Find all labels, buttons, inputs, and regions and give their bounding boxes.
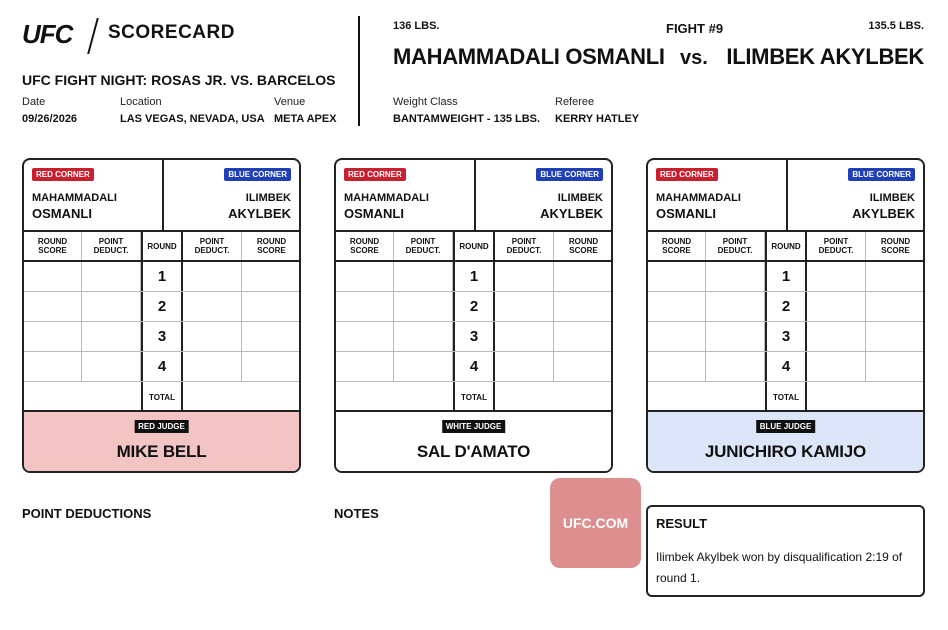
blue-total-cell[interactable] [495, 382, 613, 412]
red-round-score-cell[interactable] [648, 322, 706, 351]
blue-point-deduct-cell[interactable] [807, 292, 866, 321]
vs-label: vs. [680, 47, 708, 69]
red-corner-badge: RED CORNER [32, 168, 94, 181]
result-box [646, 505, 925, 597]
round-row [648, 262, 923, 292]
card-header [648, 160, 923, 232]
blue-fighter-first-name: ILIMBEK [245, 192, 291, 204]
blue-point-deduct-cell[interactable] [183, 292, 242, 321]
blue-round-score-cell[interactable] [866, 262, 925, 291]
red-point-deduct-cell[interactable] [394, 352, 453, 381]
location-label: Location [120, 96, 162, 108]
red-fighter-last-name: OSMANLI [32, 206, 92, 221]
blue-total-cell[interactable] [183, 382, 301, 412]
ufc-logo-text: UFC [22, 19, 73, 49]
blue-fighter-last-name: AKYLBEK [228, 206, 291, 221]
red-fighter-last-name: OSMANLI [344, 206, 404, 221]
round-row [648, 352, 923, 382]
round-number: 4 [765, 352, 807, 381]
blue-round-score-cell[interactable] [242, 322, 301, 351]
red-point-deduct-cell[interactable] [706, 292, 765, 321]
blue-round-score-cell[interactable] [242, 292, 301, 321]
round-row [336, 322, 611, 352]
round-number: 4 [141, 352, 183, 381]
total-label: TOTAL [765, 382, 807, 412]
fight-number: FIGHT #9 [666, 21, 724, 36]
round-number: 2 [765, 292, 807, 321]
card-header [336, 160, 611, 232]
blue-fighter-first-name: ILIMBEK [557, 192, 603, 204]
blue-round-score-cell[interactable] [554, 292, 613, 321]
blue-round-score-cell[interactable] [866, 292, 925, 321]
red-fighter-first-name: MAHAMMADALI [656, 192, 741, 204]
round-number: 1 [141, 262, 183, 291]
blue-round-score-cell[interactable] [554, 352, 613, 381]
round-number: 2 [453, 292, 495, 321]
location-value: LAS VEGAS, NEVADA, USA [120, 113, 265, 125]
result-text: Ilimbek Akylbek won by disqualification 2:19 of round 1. [656, 550, 903, 585]
red-round-score-header: ROUND SCORE [336, 232, 394, 260]
red-point-deduct-header: POINT DEDUCT. [82, 232, 141, 260]
score-grid-header [648, 232, 923, 262]
red-round-score-cell[interactable] [24, 262, 82, 291]
total-row [24, 382, 299, 412]
blue-point-deduct-cell[interactable] [495, 352, 554, 381]
red-round-score-cell[interactable] [336, 262, 394, 291]
blue-point-deduct-cell[interactable] [495, 292, 554, 321]
red-total-cell[interactable] [24, 382, 141, 412]
round-number: 3 [453, 322, 495, 351]
red-point-deduct-cell[interactable] [82, 352, 141, 381]
red-round-score-cell[interactable] [648, 352, 706, 381]
red-fighter-first-name: MAHAMMADALI [344, 192, 429, 204]
round-row [648, 322, 923, 352]
judge-badge: BLUE JUDGE [756, 420, 816, 433]
blue-round-score-cell[interactable] [242, 262, 301, 291]
red-round-score-cell[interactable] [24, 292, 82, 321]
scorecard-blue-judge [646, 158, 925, 473]
weight-class-value: BANTAMWEIGHT - 135 LBS. [393, 113, 541, 125]
round-row [24, 352, 299, 382]
red-round-score-cell[interactable] [24, 352, 82, 381]
round-number: 2 [141, 292, 183, 321]
red-point-deduct-cell[interactable] [394, 322, 453, 351]
judge-name: MIKE BELL [116, 442, 207, 461]
blue-point-deduct-cell[interactable] [807, 262, 866, 291]
red-total-cell[interactable] [336, 382, 453, 412]
blue-point-deduct-cell[interactable] [183, 262, 242, 291]
red-round-score-cell[interactable] [648, 292, 706, 321]
blue-corner-badge: BLUE CORNER [224, 168, 291, 181]
round-header: ROUND [453, 232, 495, 260]
referee-label: Referee [555, 96, 595, 108]
blue-round-score-cell[interactable] [866, 352, 925, 381]
round-header: ROUND [765, 232, 807, 260]
blue-fighter-first-name: ILIMBEK [869, 192, 915, 204]
round-number: 1 [765, 262, 807, 291]
blue-round-score-header: ROUND SCORE [256, 237, 287, 255]
total-row [336, 382, 611, 412]
blue-fighter-last-name: AKYLBEK [540, 206, 603, 221]
blue-point-deduct-header: POINT DEDUCT. [807, 232, 866, 260]
blue-point-deduct-cell[interactable] [495, 262, 554, 291]
round-row [336, 352, 611, 382]
red-total-cell[interactable] [648, 382, 765, 412]
red-point-deduct-cell[interactable] [706, 322, 765, 351]
round-row [648, 292, 923, 322]
red-point-deduct-header: POINT DEDUCT. [394, 232, 453, 260]
weight-class-label: Weight Class [393, 96, 458, 108]
red-round-score-cell[interactable] [336, 322, 394, 351]
round-row [24, 262, 299, 292]
blue-fighter-weight: 135.5 LBS. [868, 20, 924, 32]
ufc-logo [22, 18, 235, 54]
round-header: ROUND [141, 232, 183, 260]
blue-point-deduct-cell[interactable] [807, 322, 866, 351]
blue-point-deduct-cell[interactable] [183, 322, 242, 351]
notes-label: NOTES [334, 506, 379, 521]
blue-round-score-cell[interactable] [554, 322, 613, 351]
round-number: 3 [765, 322, 807, 351]
venue-value: META APEX [274, 113, 337, 125]
blue-round-score-cell[interactable] [866, 322, 925, 351]
corner-divider [162, 160, 164, 232]
judge-panel [336, 410, 611, 473]
date-label: Date [22, 96, 46, 108]
red-round-score-cell[interactable] [336, 292, 394, 321]
red-round-score-cell[interactable] [336, 352, 394, 381]
judge-badge: RED JUDGE [134, 420, 189, 433]
date-value: 09/26/2026 [22, 113, 78, 125]
event-name: UFC FIGHT NIGHT: ROSAS JR. VS. BARCELOS [22, 72, 336, 88]
blue-point-deduct-cell[interactable] [495, 322, 554, 351]
judge-badge: WHITE JUDGE [442, 420, 506, 433]
result-label: RESULT [656, 516, 708, 531]
score-grid-header [336, 232, 611, 262]
red-point-deduct-cell[interactable] [706, 262, 765, 291]
round-row [336, 262, 611, 292]
card-header [24, 160, 299, 232]
venue-label: Venue [274, 96, 306, 108]
round-number: 1 [453, 262, 495, 291]
red-point-deduct-cell[interactable] [394, 292, 453, 321]
score-grid-header [24, 232, 299, 262]
point-deductions-label: POINT DEDUCTIONS [22, 506, 152, 521]
blue-point-deduct-cell[interactable] [807, 352, 866, 381]
blue-fighter-last-name: AKYLBEK [852, 206, 915, 221]
round-row [24, 292, 299, 322]
total-row [648, 382, 923, 412]
judge-panel [24, 410, 299, 473]
blue-point-deduct-cell[interactable] [183, 352, 242, 381]
red-point-deduct-cell[interactable] [82, 262, 141, 291]
blue-round-score-header: ROUND SCORE [880, 237, 911, 255]
round-number: 3 [141, 322, 183, 351]
total-label: TOTAL [141, 382, 183, 412]
red-fighter-name: MAHAMMADALI OSMANLI [393, 44, 665, 69]
red-fighter-last-name: OSMANLI [656, 206, 716, 221]
blue-total-cell[interactable] [807, 382, 925, 412]
total-label: TOTAL [453, 382, 495, 412]
red-point-deduct-cell[interactable] [394, 262, 453, 291]
scorecard-red-judge [22, 158, 301, 473]
referee-value: KERRY HATLEY [555, 113, 640, 125]
ufc-com-link[interactable]: UFC.COM [550, 478, 641, 568]
round-row [336, 292, 611, 322]
red-round-score-header: ROUND SCORE [24, 232, 82, 260]
corner-divider [474, 160, 476, 232]
scorecard-title: SCORECARD [108, 22, 235, 43]
judge-name: JUNICHIRO KAMIJO [704, 442, 867, 461]
red-round-score-header: ROUND SCORE [648, 232, 706, 260]
red-point-deduct-cell[interactable] [82, 292, 141, 321]
red-point-deduct-cell[interactable] [706, 352, 765, 381]
red-corner-badge: RED CORNER [656, 168, 718, 181]
blue-corner-badge: BLUE CORNER [848, 168, 915, 181]
corner-divider [786, 160, 788, 232]
red-round-score-cell[interactable] [24, 322, 82, 351]
logo-divider [87, 18, 99, 54]
round-row [24, 322, 299, 352]
round-number: 4 [453, 352, 495, 381]
blue-round-score-header: ROUND SCORE [568, 237, 599, 255]
red-fighter-first-name: MAHAMMADALI [32, 192, 117, 204]
red-fighter-weight: 136 LBS. [393, 20, 440, 32]
red-point-deduct-header: POINT DEDUCT. [706, 232, 765, 260]
judge-name: SAL D'AMATO [416, 442, 531, 461]
blue-point-deduct-header: POINT DEDUCT. [495, 232, 554, 260]
red-point-deduct-cell[interactable] [82, 322, 141, 351]
red-round-score-cell[interactable] [648, 262, 706, 291]
blue-fighter-name: ILIMBEK AKYLBEK [726, 44, 924, 69]
judge-panel [648, 410, 923, 473]
scorecard-white-judge [334, 158, 613, 473]
red-corner-badge: RED CORNER [344, 168, 406, 181]
blue-point-deduct-header: POINT DEDUCT. [183, 232, 242, 260]
blue-corner-badge: BLUE CORNER [536, 168, 603, 181]
blue-round-score-cell[interactable] [242, 352, 301, 381]
header-divider [358, 16, 360, 126]
blue-round-score-cell[interactable] [554, 262, 613, 291]
